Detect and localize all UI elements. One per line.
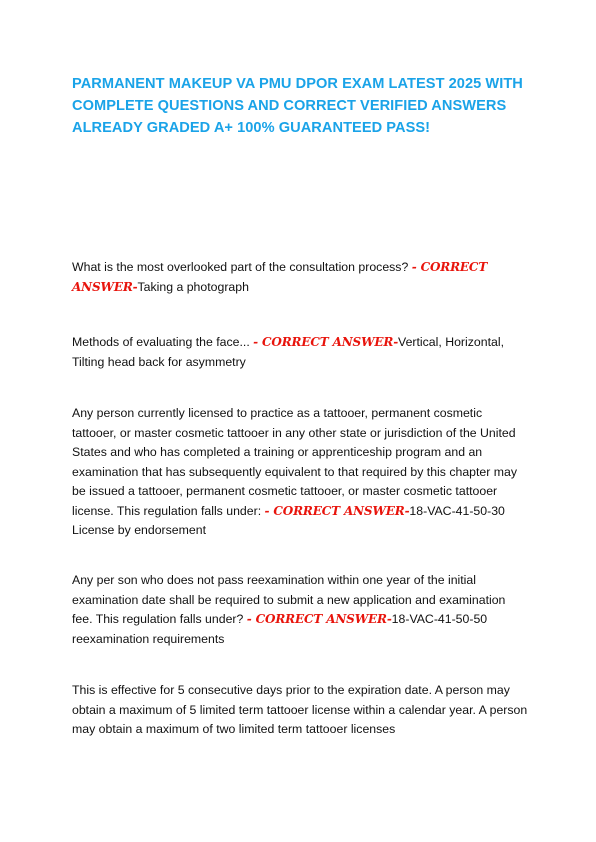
question-text: What is the most overlooked part of the consultation process?	[72, 260, 412, 274]
document-title: PARMANENT MAKEUP VA PMU DPOR EXAM LATEST 2025 WITH COMPLETE QUESTIONS AND CORRECT VERIFIED ANSWERS ALREADY GRADED A+ 100% GUARANTEED PASS!	[72, 76, 523, 136]
question-text: Any person currently licensed to practice as a tattooer, permanent cosmetic tattooer, or master cosmetic tattooer in any other state or jurisdiction of the United States and who has completed a training or apprenticeship program and an examination that has subsequently equivalent to that required by this chapter may be issued a tattooer, permanent cosmetic tattooer, or master cosmetic tattooer license. This regulation falls under:	[72, 406, 518, 518]
question-text: Any per son who does not pass reexamination within one year of the initial examination date shall be required to submit a new application and examination fee. This regulation falls under?	[72, 573, 506, 626]
qa-item	[72, 333, 528, 372]
answer-text: 18-VAC-41-50-50 reexamination requirements	[72, 612, 488, 646]
correct-answer-marker: - CORRECT ANSWER-	[72, 260, 488, 294]
correct-answer-marker: - CORRECT ANSWER-	[253, 335, 399, 349]
answer-text: 18-VAC-41-50-30 License by endorsement	[72, 503, 505, 537]
question-text: This is effective for 5 consecutive days prior to the expiration date. A person may obtain a maximum of 5 limited term tattooer license within a calendar year. A person may obtain a maximum of two limited term tattooer licenses	[72, 683, 528, 736]
qa-item	[72, 404, 528, 541]
qa-item	[72, 258, 528, 297]
question-text: Methods of evaluating the face...	[72, 335, 254, 349]
qa-item	[72, 571, 528, 649]
correct-answer-marker: - CORRECT ANSWER-	[246, 612, 392, 626]
answer-text: Vertical, Horizontal, Tilting head back for asymmetry	[72, 335, 504, 369]
answer-text: Taking a photograph	[137, 279, 249, 294]
qa-item	[72, 681, 528, 740]
correct-answer-marker: - CORRECT ANSWER-	[264, 503, 410, 518]
